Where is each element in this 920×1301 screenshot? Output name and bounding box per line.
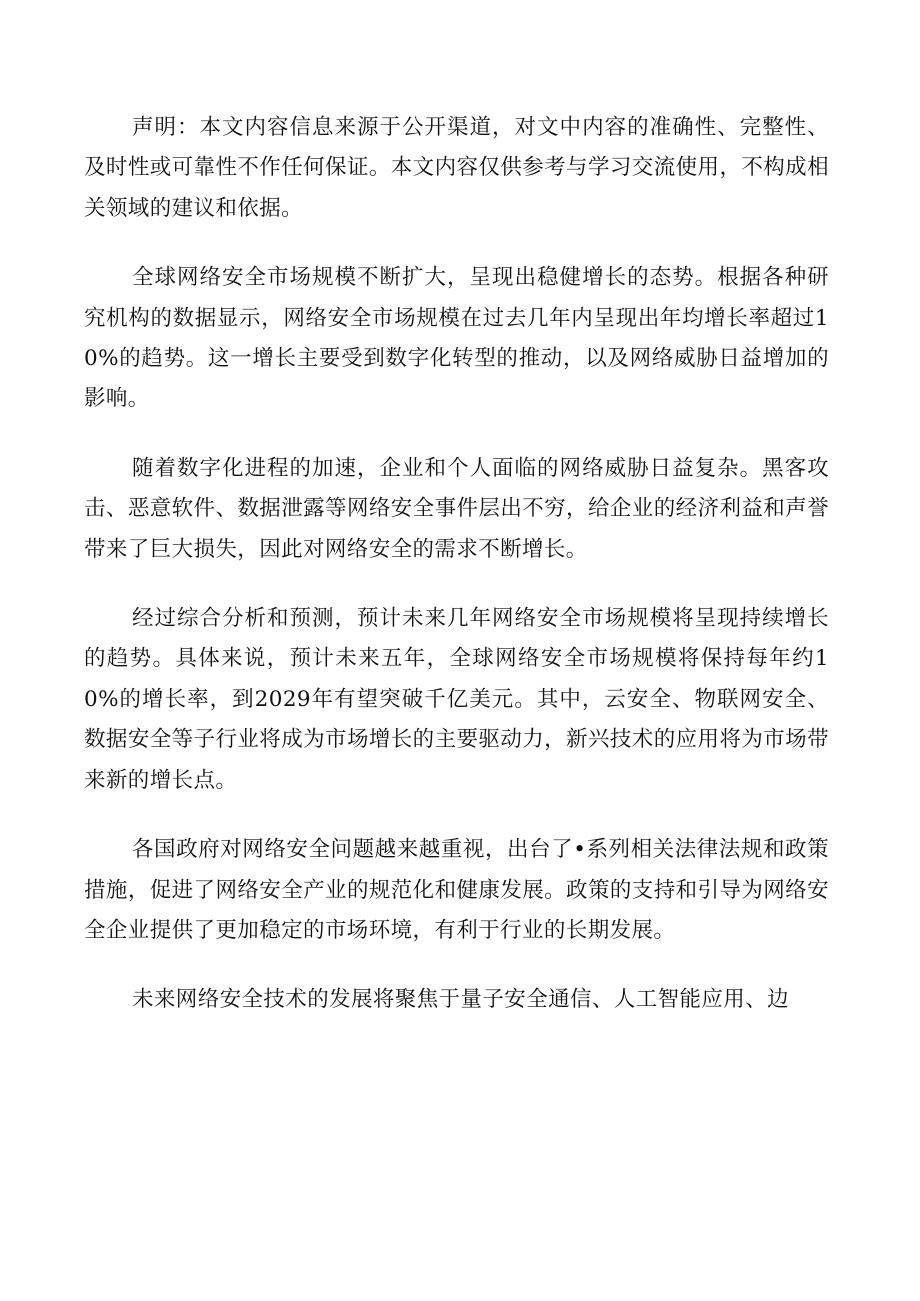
policy-paragraph: 各国政府对网络安全问题越来越重视，出台了•系列相关法律法规和政策措施，促进了网络安全产业的规范化和健康发展。政策的支持和引导为网络安全企业提供了更加稳定的市场环境，有利于行业的长期发展。	[84, 837, 829, 943]
market-size-paragraph: 全球网络安全市场规模不断扩大，呈现出稳健增长的态势。根据各种研究机构的数据显示，网络安全市场规模在过去几年内呈现出年均增长率超过10%的趋势。这一增长主要受到数字化转型的推动，以及网络威胁日益增加的影响。	[84, 265, 829, 412]
document-body	[84, 108, 829, 1050]
forecast-paragraph: 经过综合分析和预测，预计未来几年网络安全市场规模将呈现持续增长的趋势。具体来说，预计未来五年，全球网络安全市场规模将保持每年约10%的增长率，到2029年有望突破千亿美元。其中，云安全、物联网安全、数据安全等子行业将成为市场增长的主要驱动力，新兴技术的应用将为市场带来新的增长点。	[84, 606, 829, 793]
technology-paragraph: 未来网络安全技术的发展将聚焦于量子安全通信、人工智能应用、边	[132, 987, 790, 1013]
threats-paragraph: 随着数字化进程的加速，企业和个人面临的网络威胁日益复杂。黑客攻击、恶意软件、数据泄露等网络安全事件层出不穷，给企业的经济利益和声誉带来了巨大损失，因此对网络安全的需求不断增长。	[84, 455, 829, 562]
disclaimer-paragraph: 声明：本文内容信息来源于公开渠道，对文中内容的准确性、完整性、及时性或可靠性不作任何保证。本文内容仅供参考与学习交流使用，不构成相关领域的建议和依据。	[84, 115, 829, 221]
